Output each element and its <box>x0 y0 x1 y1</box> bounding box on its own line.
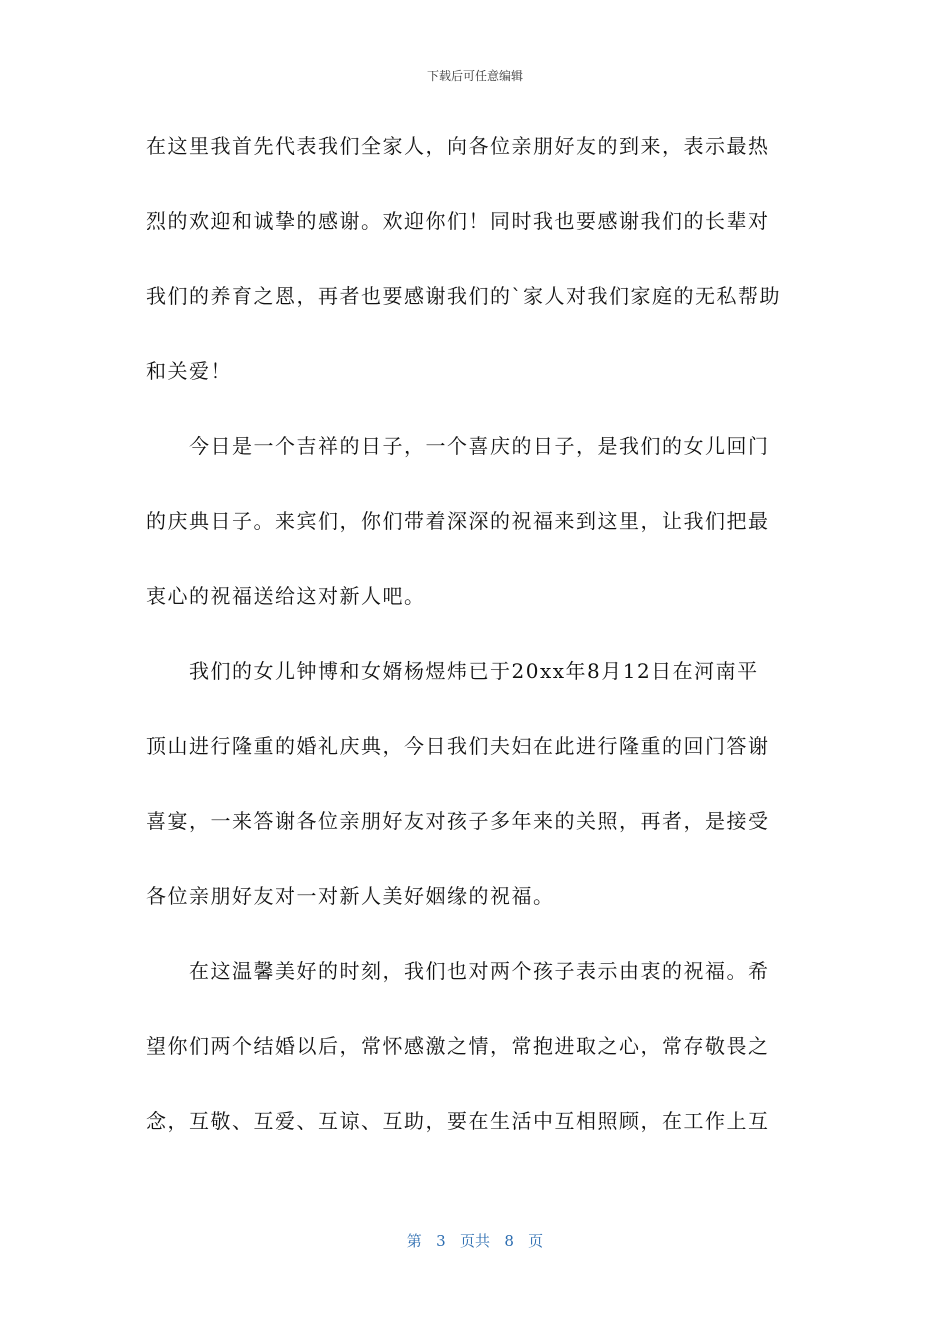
body-line: 各位亲朋好友对一对新人美好姻缘的祝福。 <box>146 884 555 908</box>
body-line: 念，互敬、互爱、互谅、互助，要在生活中互相照顾，在工作上互 <box>146 1109 770 1133</box>
body-line: 在这温馨美好的时刻，我们也对两个孩子表示由衷的祝福。希 <box>146 959 770 983</box>
body-line: 和关爱！ <box>146 359 232 383</box>
body-line: 的庆典日子。来宾们，你们带着深深的祝福来到这里，让我们把最 <box>146 509 770 533</box>
body-line: 顶山进行隆重的婚礼庆典，今日我们夫妇在此进行隆重的回门答谢 <box>146 734 770 758</box>
body-line: 我们的养育之恩，再者也要感谢我们的`家人对我们家庭的无私帮助 <box>146 284 781 308</box>
body-line: 衷心的祝福送给这对新人吧。 <box>146 584 426 608</box>
body-line: 望你们两个结婚以后，常怀感激之情，常抱进取之心，常存敬畏之 <box>146 1034 770 1058</box>
body-line: 喜宴，一来答谢各位亲朋好友对孩子多年来的关照，再者，是接受 <box>146 809 770 833</box>
body-line: 烈的欢迎和诚挚的感谢。欢迎你们！同时我也要感谢我们的长辈对 <box>146 209 770 233</box>
footer-prefix: 第 <box>406 1232 422 1250</box>
body-line: 我们的女儿钟博和女婿杨煜炜已于20xx年8月12日在河南平 <box>146 659 759 683</box>
page-header: 下载后可任意编辑 <box>426 69 523 83</box>
footer-suffix: 页 <box>528 1232 544 1250</box>
current-page-number: 3 <box>436 1232 446 1250</box>
page-footer <box>0 1230 950 1251</box>
body-line: 今日是一个吉祥的日子，一个喜庆的日子，是我们的女儿回门 <box>146 434 770 458</box>
body-line: 在这里我首先代表我们全家人，向各位亲朋好友的到来，表示最热 <box>146 134 770 158</box>
total-pages-number: 8 <box>504 1232 514 1250</box>
footer-middle: 页共 <box>459 1232 490 1250</box>
